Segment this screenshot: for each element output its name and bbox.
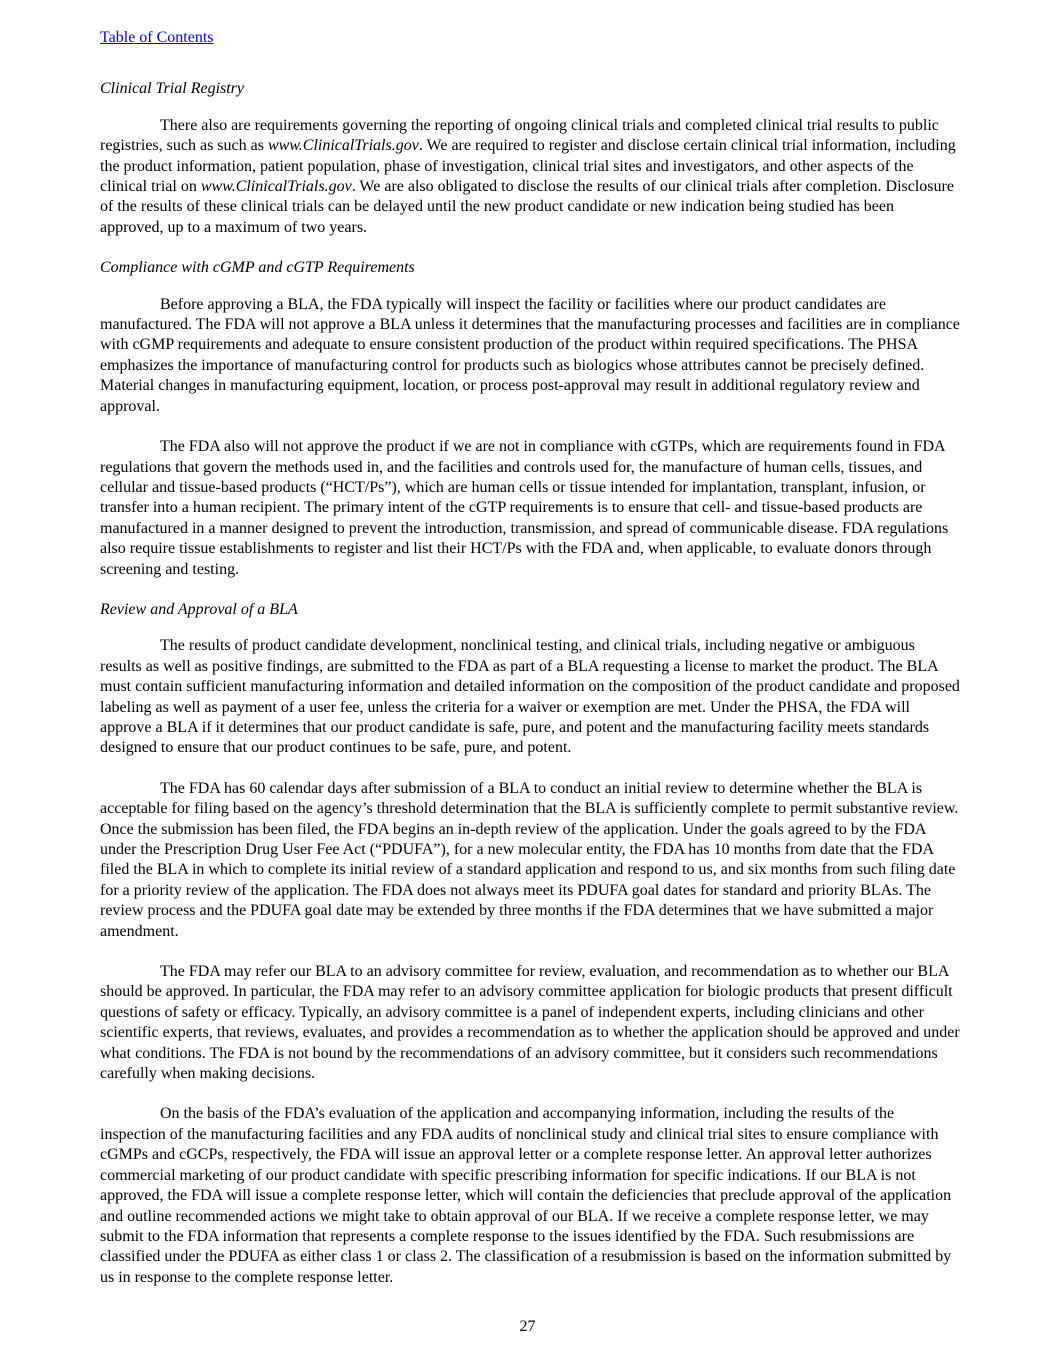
italic-url-text: www.ClinicalTrials.gov (200, 178, 352, 196)
document-body (100, 79, 960, 1288)
paragraph: There also are requirements governing the reporting of ongoing clinical trials and completed clinical trial results to public registries, such as such as www.ClinicalTrials.gov. We are required to register and disclose certain clinical trial information, including the product information, patient population, phase of investigation, clinical trial sites and investigators, and other aspects of the clinical trial on www.ClinicalTrials.gov. We are also obligated to disclose the results of our clinical trials after completion. Disclosure of the results of these clinical trials can be delayed until the new product candidate or new indication being studied has been approved, up to a maximum of two years. (100, 116, 956, 236)
toc-line (100, 28, 960, 48)
italic-url-text: www.ClinicalTrials.gov (267, 137, 419, 155)
section-heading: Compliance with cGMP and cGTP Requirements (100, 259, 415, 277)
paragraph: The results of product candidate development, nonclinical testing, and clinical trials, including negative or ambiguous results as well as positive findings, are submitted to the FDA as part of a BLA requesting a license to market the product. The BLA must contain sufficient manufacturing information and detailed information on the composition of the product candidate and proposed labeling as well as payment of a user fee, unless the criteria for a waiver or exemption are met. Under the PHSA, the FDA will approve a BLA if it determines that our product candidate is safe, pure, and potent and the manufacturing facility meets standards designed to ensure that our product continues to be safe, pure, and potent. (100, 637, 960, 757)
paragraph: The FDA may refer our BLA to an advisory committee for review, evaluation, and recommendation as to whether our BLA should be approved. In particular, the FDA may refer to an advisory committee application for biologic products that present difficult questions of safety or efficacy. Typically, an advisory committee is a panel of independent experts, including clinicians and other scientific experts, that reviews, evaluates, and provides a recommendation as to whether the application should be approved and under what conditions. The FDA is not bound by the recommendations of an advisory committee, but it considers such recommendations carefully when making decisions. (100, 963, 960, 1083)
paragraph: Before approving a BLA, the FDA typically will inspect the facility or facilities where our product candidates are manufactured. The FDA will not approve a BLA unless it determines that the manufacturing processes and facilities are in compliance with cGMP requirements and adequate to ensure consistent production of the product within required specifications. The PHSA emphasizes the importance of manufacturing control for products such as biologics whose attributes cannot be precisely defined. Material changes in manufacturing equipment, location, or process post-approval may result in additional regulatory review and approval. (100, 295, 960, 415)
paragraph: The FDA has 60 calendar days after submission of a BLA to conduct an initial review to determine whether the BLA is acceptable for filing based on the agency’s threshold determination that the BLA is sufficiently complete to permit substantive review. Once the submission has been filed, the FDA begins an in-depth review of the application. Under the goals agreed to by the FDA under the Prescription Drug User Fee Act (“PDUFA”), for a new molecular entity, the FDA has 10 months from date that the FDA filed the BLA in which to complete its initial review of a standard application and respond to us, and six months from such filing date for a priority review of the application. The FDA does not always meet its PDUFA goal dates for standard and priority BLAs. The review process and the PDUFA goal date may be extended by three months if the FDA determines that we have submitted a major amendment. (100, 779, 959, 940)
page-number: 27 (519, 1318, 536, 1335)
table-of-contents-link[interactable]: Table of Contents (100, 29, 214, 46)
document-content (100, 28, 960, 1308)
section-heading: Clinical Trial Registry (100, 80, 245, 98)
paragraph: The FDA also will not approve the product if we are not in compliance with cGTPs, which are requirements found in FDA regulations that govern the methods used in, and the facilities and controls used for, the manufacture of human cells, tissues, and cellular and tissue-based products (“HCT/Ps”), which are human cells or tissue intended for implantation, transplant, infusion, or transfer into a human recipient. The primary intent of the cGTP requirements is to ensure that cell- and tissue-based products are manufactured in a manner designed to prevent the introduction, transmission, and spread of communicable disease. FDA regulations also require tissue establishments to register and list their HCT/Ps with the FDA and, when applicable, to evaluate donors through screening and testing. (100, 438, 949, 578)
paragraph: On the basis of the FDA’s evaluation of the application and accompanying information, including the results of the inspection of the manufacturing facilities and any FDA audits of nonclinical study and clinical trial sites to ensure compliance with cGMPs and cGCPs, respectively, the FDA will issue an approval letter or a complete response letter. An approval letter authorizes commercial marketing of our product candidate with specific prescribing information for specific indications. If our BLA is not approved, the FDA will issue a complete response letter, which will contain the deficiencies that preclude approval of the application and outline recommended actions we might take to obtain approval of our BLA. If we receive a complete response letter, we may submit to the FDA information that represents a complete response to the issues identified by the FDA. Such resubmissions are classified under the PDUFA as either class 1 or class 2. The classification of a resubmission is based on the information submitted by us in response to the complete response letter. (100, 1105, 952, 1286)
section-heading: Review and Approval of a BLA (100, 600, 298, 618)
